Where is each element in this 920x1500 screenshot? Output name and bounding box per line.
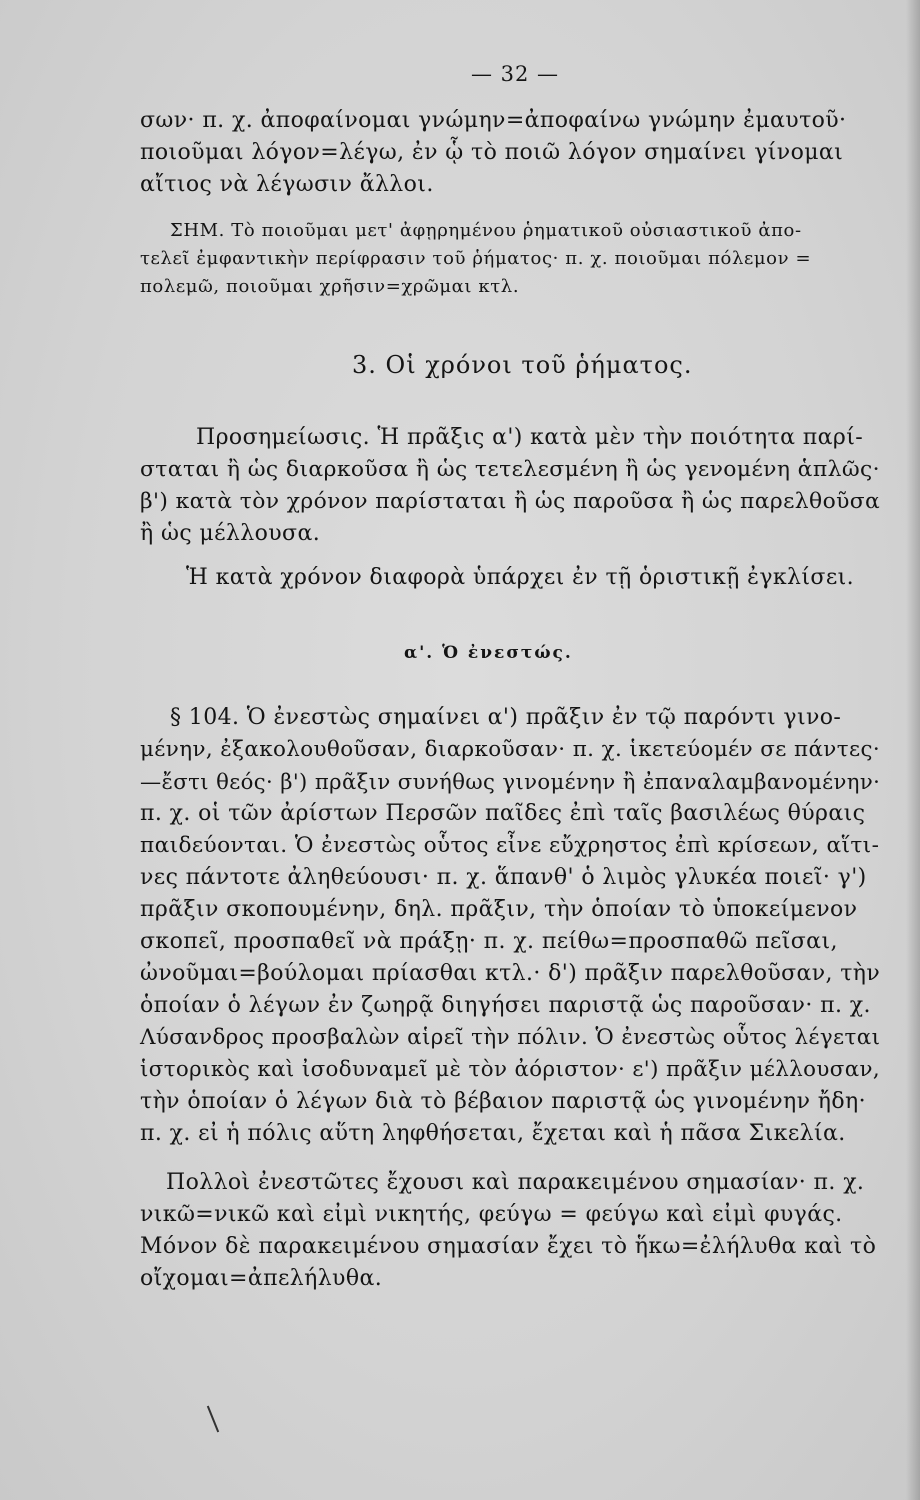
text-line: πρᾶξιν σκοπουμένην, δηλ. πρᾶξιν, τὴν ὁποίαν τὸ ὑποκείμενον: [140, 897, 858, 922]
text-line: σταται ἢ ὡς διαρκοῦσα ἢ ὡς τετελεσμένη ἢ ὡς γενομένη ἁπλῶς·: [140, 457, 881, 482]
text-line: —ἔστι θεός· β') πρᾶξιν συνήθως γινομένην ἢ ἐπαναλαμβανομένην·: [140, 769, 881, 794]
text-line: Προσημείωσις. Ἡ πρᾶξις α') κατὰ μὲν τὴν ποιότητα παρί-: [196, 425, 864, 450]
text-line: ὁποίαν ὁ λέγων ἐν ζωηρᾷ διηγήσει παριστᾷ ὡς παροῦσαν· π. χ.: [140, 993, 871, 1018]
text-line: ἱστορικὸς καὶ ἰσοδυναμεῖ μὲ τὸν ἀόριστον· ε') πρᾶξιν μέλλουσαν,: [140, 1057, 881, 1082]
text-line: β') κατὰ τὸν χρόνον παρίσταται ἢ ὡς παροῦσα ἢ ὡς παρελθοῦσα: [140, 489, 881, 514]
text-line: τὴν ὁποίαν ὁ λέγων διὰ τὸ βέβαιον παριστᾷ ὡς γινομένην ἤδη·: [140, 1089, 866, 1114]
text-line: Ἡ κατὰ χρόνον διαφορὰ ὑπάρχει ἐν τῇ ὁριστικῇ ἐγκλίσει.: [186, 565, 855, 590]
page-number: — 32 —: [470, 62, 560, 86]
subsection-heading: α'. Ὁ ἐνεστώς.: [404, 643, 573, 663]
text-line: οἴχομαι=ἀπελήλυθα.: [140, 1266, 383, 1291]
text-line: Μόνον δὲ παρακειμένου σημασίαν ἔχει τὸ ἥκω=ἐλήλυθα καὶ τὸ: [140, 1234, 877, 1259]
text-line: § 104. Ὁ ἐνεστὼς σημαίνει α') πρᾶξιν ἐν τῷ παρόντι γινο-: [170, 705, 842, 730]
text-line: Πολλοὶ ἐνεστῶτες ἔχουσι καὶ παρακειμένου σημασίαν· π. χ.: [166, 1170, 865, 1195]
pencil-mark: [207, 1406, 219, 1433]
note-line: τελεῖ ἐμφαντικὴν περίφρασιν τοῦ ῥήματος· π. χ. ποιοῦμαι πόλεμον =: [140, 248, 812, 269]
text-line: νες πάντοτε ἀληθεύουσι· π. χ. ἅπανθ' ὁ λιμὸς γλυκέα ποιεῖ· γ'): [140, 865, 867, 890]
text-line: π. χ. εἰ ἡ πόλις αὕτη ληφθήσεται, ἔχεται καὶ ἡ πᾶσα Σικελία.: [140, 1121, 846, 1146]
text-line: αἴτιος νὰ λέγωσιν ἄλλοι.: [140, 172, 434, 197]
text-line: παιδεύονται. Ὁ ἐνεστὼς οὗτος εἶνε εὔχρηστος ἐπὶ κρίσεων, αἵτι-: [140, 833, 880, 858]
text-line: π. χ. οἱ τῶν ἀρίστων Περσῶν παῖδες ἐπὶ ταῖς βασιλέως θύραις: [140, 801, 866, 826]
text-line: σων· π. χ. ἀποφαίνομαι γνώμην=ἀποφαίνω γνώμην ἐμαυτοῦ·: [140, 108, 847, 133]
section-heading: 3. Οἱ χρόνοι τοῦ ῥήματος.: [352, 351, 693, 379]
text-line: ἢ ὡς μέλλουσα.: [140, 521, 321, 546]
note-line: ΣΗΜ. Τὸ ποιοῦμαι μετ' ἀφῃρημένου ῥηματικοῦ οὐσιαστικοῦ ἀπο-: [170, 220, 802, 241]
text-line: σκοπεῖ, προσπαθεῖ νὰ πράξῃ· π. χ. πείθω=προσπαθῶ πεῖσαι,: [140, 929, 838, 954]
note-line: πολεμῶ, ποιοῦμαι χρῆσιν=χρῶμαι κτλ.: [140, 276, 520, 297]
text-line: ποιοῦμαι λόγον=λέγω, ἐν ᾧ τὸ ποιῶ λόγον σημαίνει γίνομαι: [140, 140, 844, 165]
text-line: νικῶ=νικῶ καὶ εἰμὶ νικητής, φεύγω = φεύγω καὶ εἰμὶ φυγάς.: [140, 1202, 843, 1227]
text-line: ὠνοῦμαι=βούλομαι πρίασθαι κτλ.· δ') πρᾶξιν παρελθοῦσαν, τὴν: [140, 961, 881, 986]
text-line: Λύσανδρος προσβαλὼν αἱρεῖ τὴν πόλιν. Ὁ ἐνεστὼς οὗτος λέγεται: [140, 1025, 881, 1050]
page-edge-shadow: [906, 0, 920, 1500]
text-line: μένην, ἐξακολουθοῦσαν, διαρκοῦσαν· π. χ. ἱκετεύομέν σε πάντες·: [140, 737, 881, 762]
